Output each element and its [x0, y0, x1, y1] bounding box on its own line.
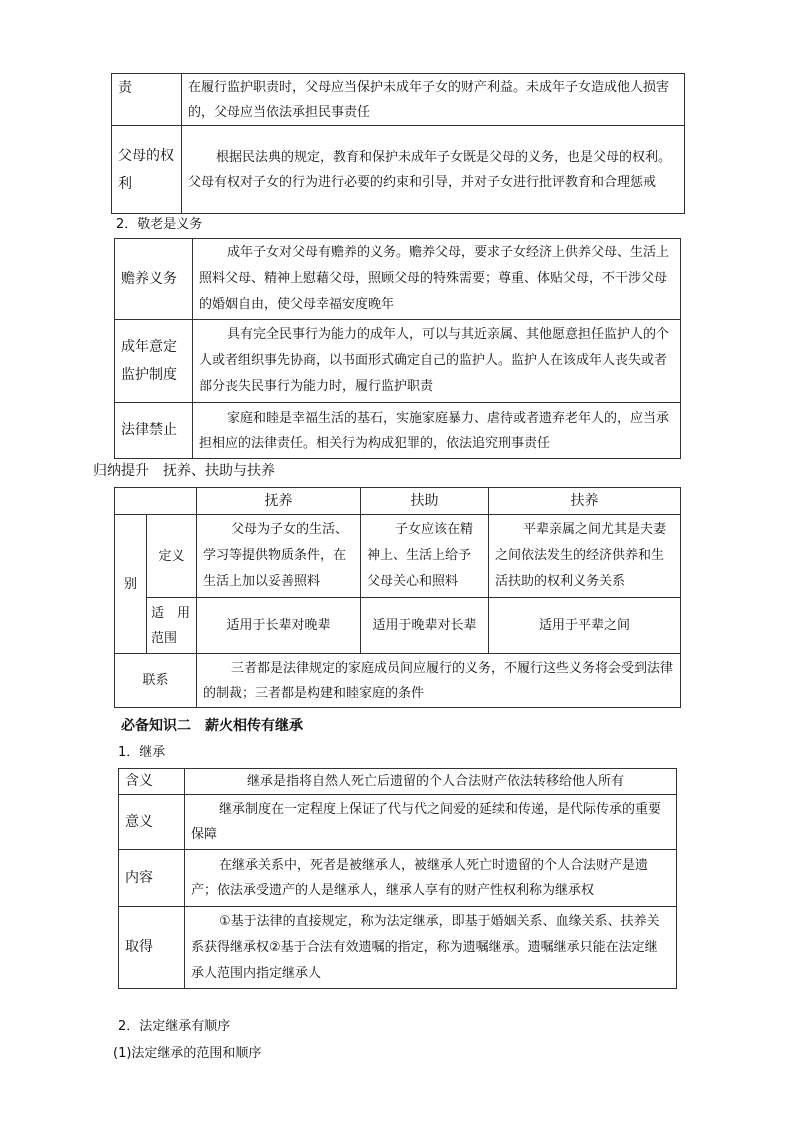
scope-label: 适 用范围 — [147, 598, 197, 654]
row-label: 法律禁止 — [115, 403, 193, 459]
group-label: 别 — [115, 515, 147, 654]
row-label: 含义 — [119, 769, 185, 795]
row-label: 意义 — [119, 795, 185, 850]
scope-cell: 适用于平辈之间 — [489, 598, 681, 654]
row-label: 父母的权利 — [112, 126, 182, 214]
section-title: 必备知识二 薪火相传有继承 — [121, 718, 303, 734]
relation-label: 联系 — [115, 654, 197, 708]
table-row — [115, 654, 681, 708]
row-text: 家庭和睦是幸福生活的基石，实施家庭暴力、虐待或者遗弃老年人的，应当承担相应的法律责任。相关行为构成犯罪的，依法追究刑事责任 — [193, 403, 681, 459]
row-label: 赡养义务 — [115, 239, 193, 320]
header-fuzhu: 扶助 — [361, 488, 489, 515]
row-text: ①基于法律的直接规定，称为法定继承，即基于婚姻关系、血缘关系、扶养关系获得继承权②基于合法有效遗嘱的指定，称为遗嘱继承。遗嘱继承只能在法定继承人范围内指定继承人 — [185, 907, 677, 989]
summary-heading: 归纳提升 抚养、扶助与扶养 — [93, 463, 275, 479]
row-text: 在履行监护职责时，父母应当保护未成年子女的财产利益。未成年子女造成他人损害的，父母应当依法承担民事责任 — [182, 74, 685, 126]
table-row — [119, 850, 677, 907]
row-text: 继承制度在一定程度上保证了代与代之间爱的延续和传递，是代际传承的重要保障 — [185, 795, 677, 850]
row-text: 在继承关系中，死者是被继承人，被继承人死亡时遗留的个人合法财产是遗产；依法承受遗产的人是继承人，继承人享有的财产性权利称为继承权 — [185, 850, 677, 907]
row-text: 根据民法典的规定，教育和保护未成年子女既是父母的义务，也是父母的权利。父母有权对子女的行为进行必要的约束和引导，并对子女进行批评教育和合理惩戒 — [182, 126, 685, 214]
heading-legal-scope: (1)法定继承的范围和顺序 — [113, 1046, 262, 1061]
table-row — [115, 598, 681, 654]
row-label: 成年意定监护制度 — [115, 320, 193, 403]
table-header-row — [115, 488, 681, 515]
table-inheritance — [118, 768, 677, 989]
row-label: 取得 — [119, 907, 185, 989]
table-row — [115, 239, 681, 320]
row-text: 具有完全民事行为能力的成年人，可以与其近亲属、其他愿意担任监护人的个人或者组织事先协商，以书面形式确定自己的监护人。监护人在该成年人丧失或者部分丧失民事行为能力时，履行监护职责 — [193, 320, 681, 403]
heading-inheritance: 1．继承 — [118, 745, 166, 760]
definition-cell: 平辈亲属之间尤其是夫妻之间依法发生的经济供养和生活扶助的权利义务关系 — [489, 515, 681, 598]
header-empty-cell — [115, 488, 197, 515]
relation-text: 三者都是法律规定的家庭成员间应履行的义务，不履行这些义务将会受到法律的制裁；三者都是构建和睦家庭的条件 — [197, 654, 681, 708]
heading-legal-succession: 2．法定继承有顺序 — [118, 1019, 231, 1034]
table-parent-duties — [111, 73, 685, 214]
header-fuyang-peer: 扶养 — [489, 488, 681, 515]
table-row — [119, 907, 677, 989]
heading-elder-duty: 2．敬老是义务 — [116, 217, 203, 232]
table-compare — [114, 487, 681, 708]
definition-cell: 子女应该在精神上、生活上给予父母关心和照料 — [361, 515, 489, 598]
scope-cell: 适用于晚辈对长辈 — [361, 598, 489, 654]
table-row — [119, 795, 677, 850]
table-row — [112, 126, 685, 214]
table-row — [119, 769, 677, 795]
table-row — [112, 74, 685, 126]
definition-label: 定义 — [147, 515, 197, 598]
scope-cell: 适用于长辈对晚辈 — [197, 598, 361, 654]
definition-cell: 父母为子女的生活、学习等提供物质条件，在生活上加以妥善照料 — [197, 515, 361, 598]
row-text: 成年子女对父母有赡养的义务。赡养父母，要求子女经济上供养父母、生活上照料父母、精神上慰藉父母，照顾父母的特殊需要；尊重、体贴父母，不干涉父母的婚姻自由，使父母幸福安度晚年 — [193, 239, 681, 320]
row-label: 责 — [112, 74, 182, 126]
row-label: 内容 — [119, 850, 185, 907]
header-fuyang: 抚养 — [197, 488, 361, 515]
table-row — [115, 515, 681, 598]
table-row — [115, 403, 681, 459]
row-text: 继承是指将自然人死亡后遗留的个人合法财产依法转移给他人所有 — [185, 769, 677, 795]
table-elder-support — [114, 238, 681, 459]
table-row — [115, 320, 681, 403]
